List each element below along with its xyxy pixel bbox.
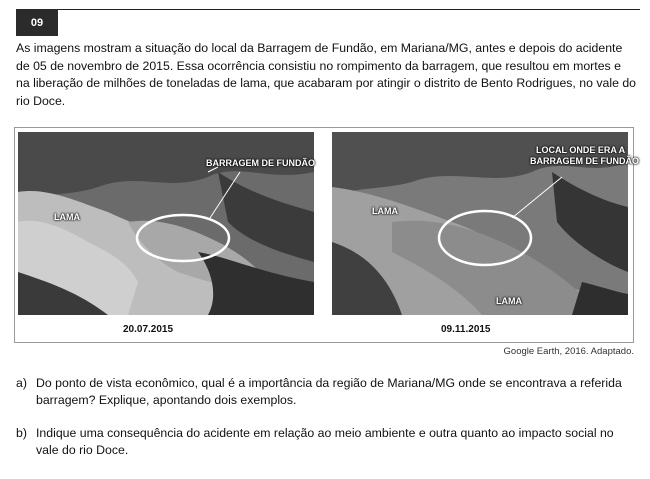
- label-mud: LAMA: [54, 212, 80, 222]
- question-a: [16, 375, 636, 408]
- date-before: 20.07.2015: [123, 324, 174, 335]
- label-dam: BARRAGEM DE FUNDÃO: [206, 158, 315, 168]
- label-mud-2: LAMA: [496, 296, 522, 306]
- question-b-letter: b): [16, 426, 27, 440]
- top-rule: [16, 9, 640, 10]
- satellite-image-after: [332, 132, 639, 315]
- label-mud-1: LAMA: [372, 206, 398, 216]
- question-b: [16, 425, 636, 458]
- label-site-line2: BARRAGEM DE FUNDÃO: [530, 156, 639, 166]
- question-a-letter: a): [16, 376, 27, 390]
- label-site-line1: LOCAL ONDE ERA A: [536, 145, 626, 155]
- question-number-badge: 09: [16, 9, 58, 36]
- figure: [14, 127, 639, 343]
- intro-paragraph: As imagens mostram a situação do local da Barragem de Fundão, em Mariana/MG, antes e depois do acidente de 05 de novembro de 2015. Essa ocorrência consistiu no rompimento da barragem, que resultou em mortes e na liberação de milhões de toneladas de lama, que acabaram por atingir o distrito de Bento Rodrigues, no vale do rio Doce.: [16, 41, 637, 108]
- question-b-text: Indique uma consequência do acidente em relação ao meio ambiente e outra quanto ao impacto social no vale do rio Doce.: [36, 426, 614, 457]
- question-a-text: Do ponto de vista econômico, qual é a importância da região de Mariana/MG onde se encontrava a referida barragem? Explique, apontando dois exemplos.: [36, 376, 622, 407]
- figure-source: Google Earth, 2016. Adaptado.: [503, 346, 634, 357]
- satellite-image-before: [18, 132, 314, 315]
- date-after: 09.11.2015: [441, 324, 491, 335]
